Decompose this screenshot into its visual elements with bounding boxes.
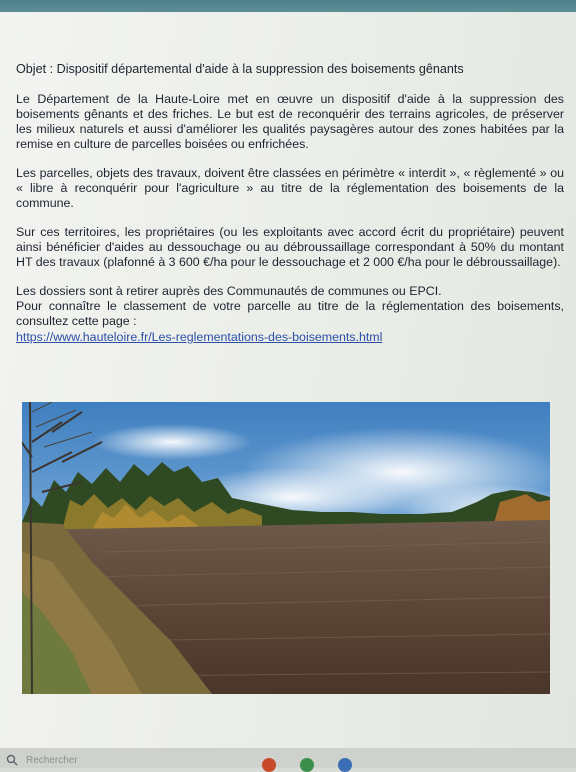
contact-line: Les dossiers sont à retirer auprès des Communautés de communes ou EPCI. xyxy=(16,284,442,298)
search-icon xyxy=(6,754,18,766)
taskbar-app-icon-red[interactable] xyxy=(262,758,276,772)
field-photo-image xyxy=(22,402,550,694)
taskbar-search[interactable] xyxy=(6,752,78,768)
search-placeholder: Rechercher xyxy=(26,754,78,766)
reglementation-link[interactable]: https://www.hauteloire.fr/Les-reglementations-des-boisements.html xyxy=(16,330,383,344)
paragraph-intro: Le Département de la Haute-Loire met en œuvre un dispositif d'aide à la suppression des boisements gênants et des friches. Le but est de reconquérir des terrains agricoles, de préserver les milieux naturels et aussi d'améliorer les qualités paysagères autour des zones habitées par la remise en culture de parcelles boisées ou enfrichées. xyxy=(16,92,564,151)
document-body xyxy=(16,62,564,345)
taskbar-app-icon-green[interactable] xyxy=(300,758,314,772)
paragraph-aid: Sur ces territoires, les propriétaires (ou les exploitants avec accord écrit du propriétaire) peuvent ainsi bénéficier d'aides au dessouchage ou au débroussaillage correspondant à 50% du montant HT des travaux (plafonné à 3 600 €/ha pour le dessouchage et 2 000 €/ha pour le débroussaillage). xyxy=(16,225,564,269)
field-photo xyxy=(22,402,550,694)
document-subject: Objet : Dispositif départemental d'aide à la suppression des boisements gênants xyxy=(16,62,464,76)
paragraph-parcels: Les parcelles, objets des travaux, doivent être classées en périmètre « interdit », « règlementé » ou « libre à reconquérir pour l'agriculture » au titre de la réglementation des boisements de la commune. xyxy=(16,166,564,210)
window-top-bar xyxy=(0,0,576,12)
taskbar xyxy=(0,748,576,768)
lookup-line: Pour connaître le classement de votre parcelle au titre de la réglementation des boisements, consultez cette page : xyxy=(16,299,564,328)
paragraph-contact xyxy=(16,284,564,345)
taskbar-app-icon-blue[interactable] xyxy=(338,758,352,772)
